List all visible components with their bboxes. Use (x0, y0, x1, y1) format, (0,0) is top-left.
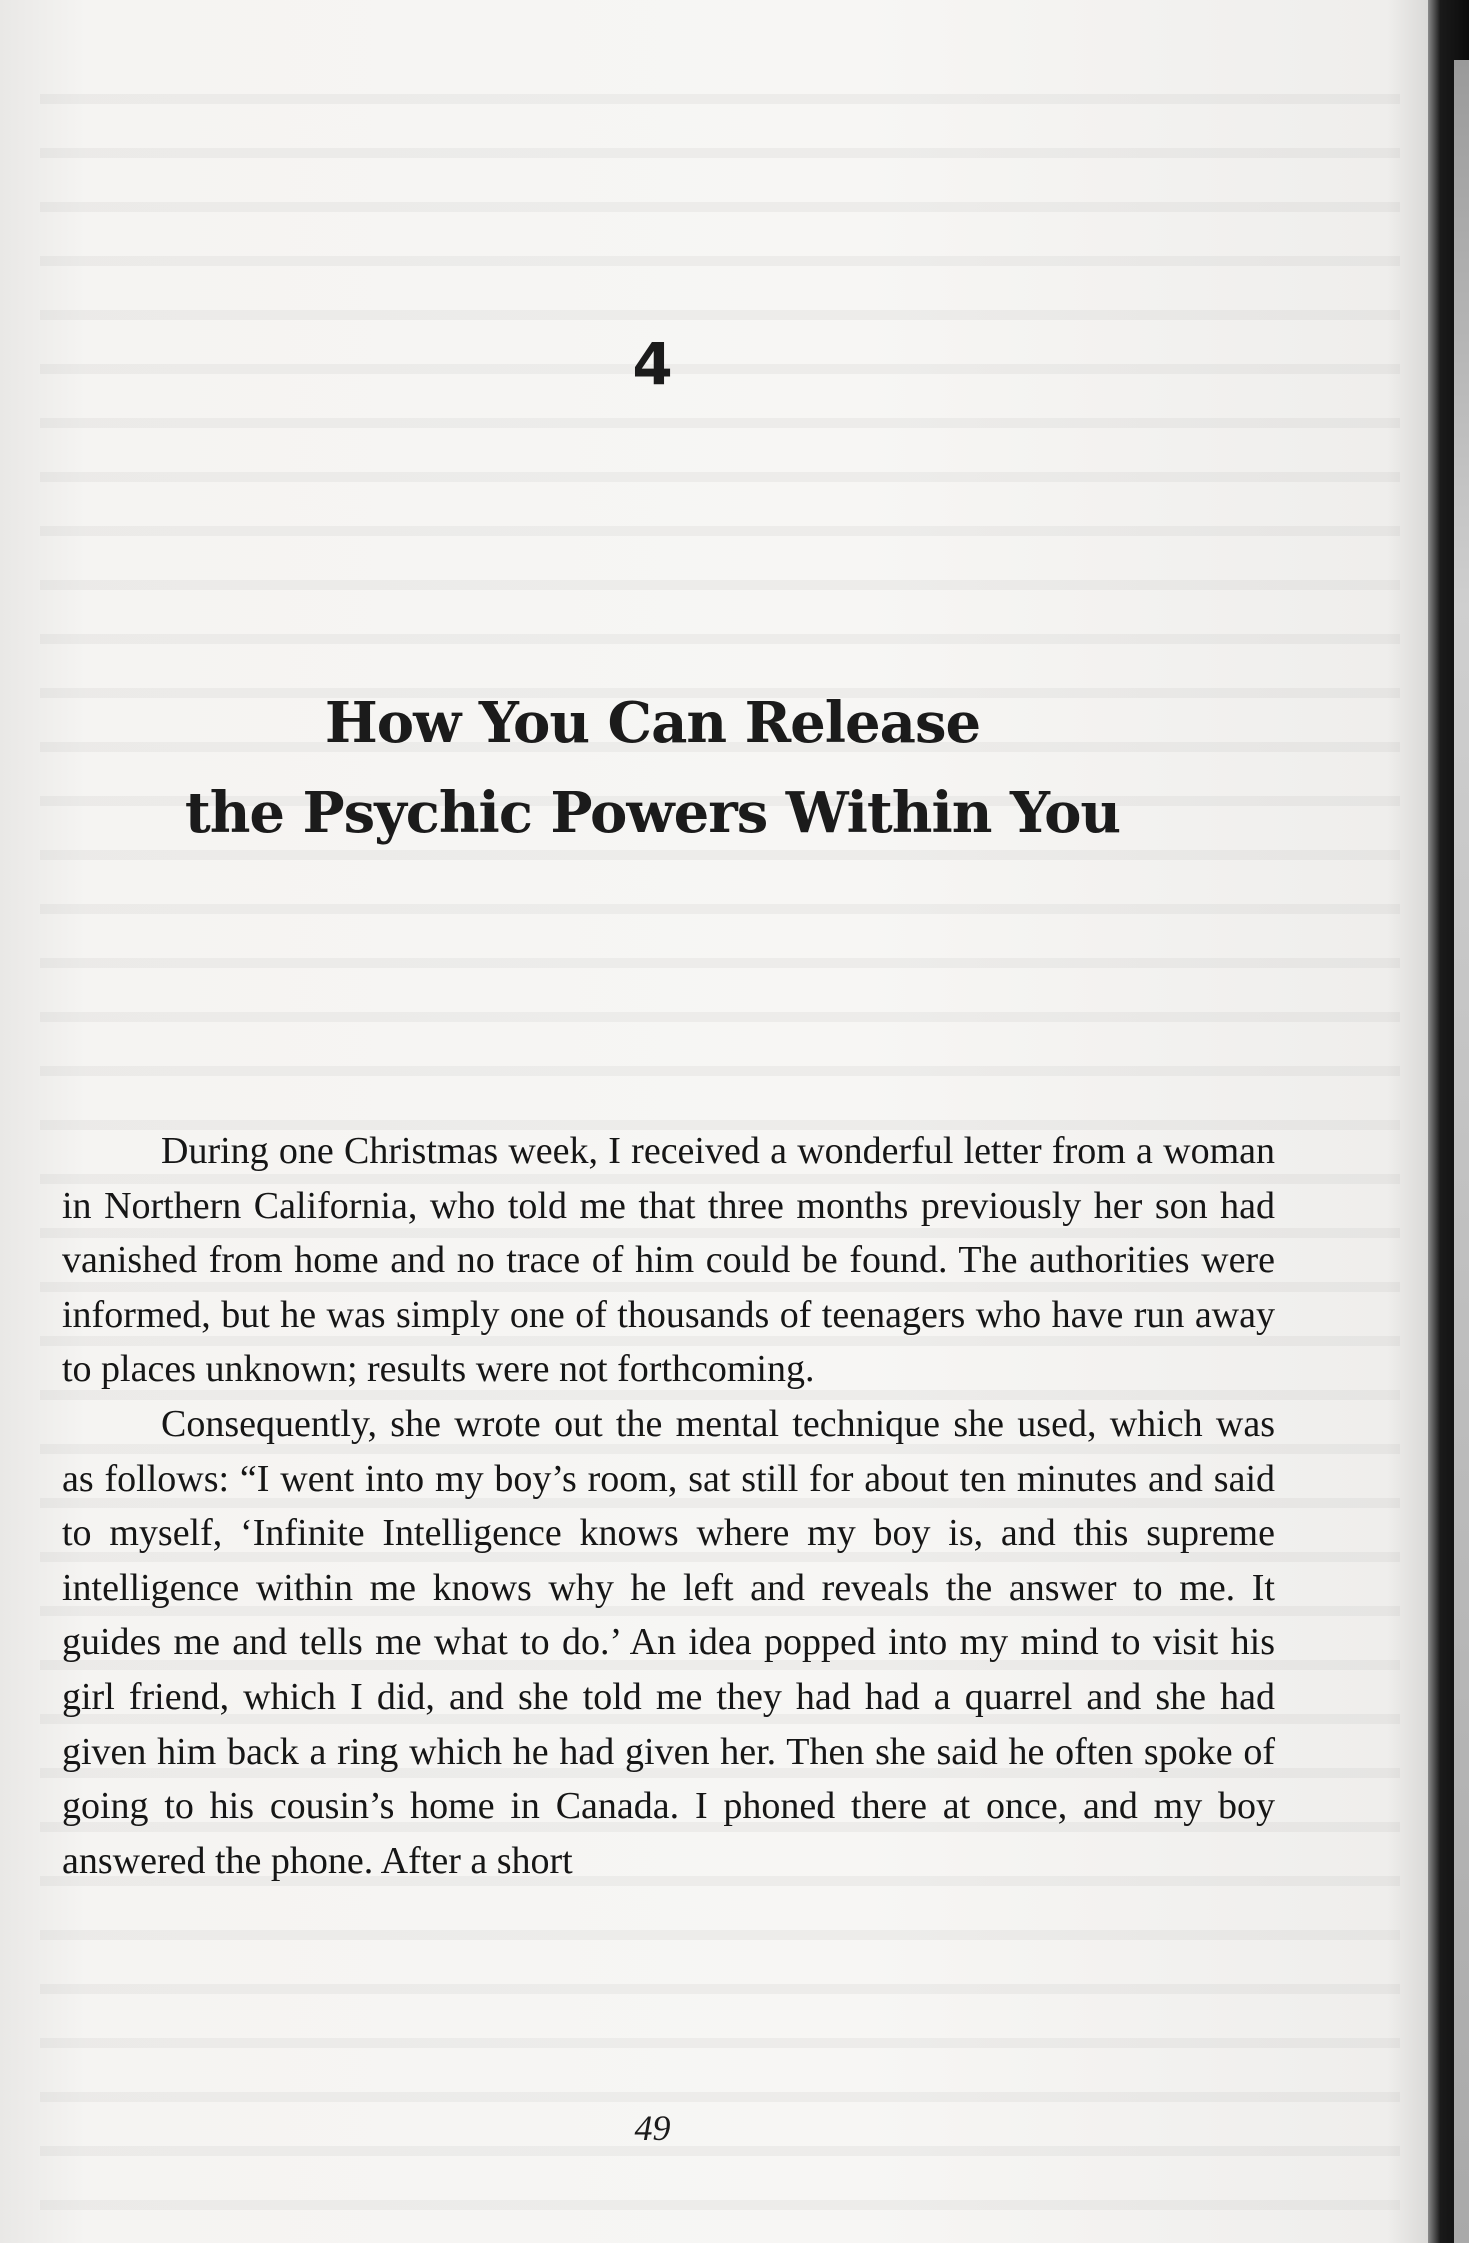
chapter-title-line-2: the Psychic Powers Within You (184, 780, 1121, 846)
paragraph-2: Consequently, she wrote out the mental technique she used, which was as follows: “I went into my boy’s room, sat still for about ten minutes and said to myself, ‘Infinite Intelligence knows where my boy is, and this supreme intelligence within me knows why he left and reveals the answer to me. It guides me and tells me what to do.’ An idea popped into my mind to visit his girl friend, which I did, and she told me they had had a quarrel and she had given him back a ring which he had given her. Then she said he often spoke of going to his cousin’s home in Canada. I phoned there at once, and my boy answered the phone. After a short (62, 1402, 1275, 1882)
paragraph-1: During one Christmas week, I received a wonderful letter from a woman in Northern California, who told me that three months previously her son had vanished from home and no trace of him could be found. The authorities were informed, but he was simply one of thousands of teenagers who have run away to places unknown; results were not forthcoming. (62, 1130, 1275, 1391)
body-text (62, 1124, 1275, 1888)
page-number: 49 (634, 2108, 671, 2148)
chapter-title (0, 678, 1305, 858)
chapter-title-line-1: How You Can Release (324, 690, 981, 756)
page-edge (1454, 60, 1469, 2243)
chapter-number: 4 (632, 330, 673, 398)
